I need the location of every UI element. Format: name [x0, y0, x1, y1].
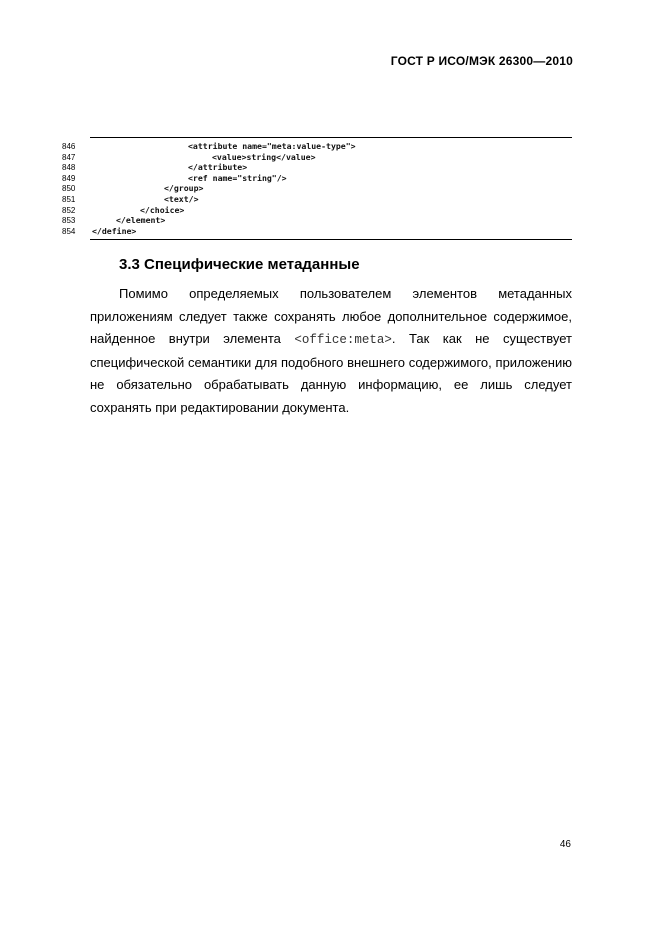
code-line-text: </attribute>	[188, 162, 248, 173]
code-line-number: 852	[62, 205, 76, 215]
code-line	[62, 205, 572, 216]
code-line	[62, 194, 572, 205]
code-line-number: 851	[62, 195, 76, 204]
document-header: ГОСТ Р ИСО/МЭК 26300—2010	[390, 54, 573, 68]
code-line	[62, 152, 572, 163]
code-listing	[62, 137, 572, 240]
code-line	[62, 226, 572, 237]
code-line-text: </define>	[92, 225, 137, 236]
code-bottom-rule	[90, 239, 572, 240]
code-line-text: <text/>	[164, 194, 199, 204]
code-line-text: <value>string</value>	[212, 151, 316, 162]
section-paragraph	[90, 283, 572, 419]
code-line-text: </choice>	[140, 204, 185, 215]
code-line-number: 854	[62, 226, 76, 236]
page-number: 46	[559, 839, 571, 850]
code-line	[62, 141, 572, 152]
code-line-number: 846	[62, 142, 76, 151]
code-line-text: <attribute name="meta:value-type">	[188, 141, 356, 151]
code-line-text: </element>	[116, 215, 166, 226]
code-line-number: 853	[62, 216, 76, 226]
code-top-rule	[90, 137, 572, 138]
code-line	[62, 162, 572, 173]
code-line	[62, 215, 572, 226]
code-line-number: 849	[62, 173, 76, 183]
code-line	[62, 183, 572, 194]
section-heading: 3.3 Специфические метаданные	[119, 256, 360, 273]
code-line-number: 847	[62, 152, 76, 162]
code-line-text: </group>	[164, 183, 204, 194]
inline-code-office-meta: <office:meta>	[294, 333, 392, 347]
code-line-number: 848	[62, 163, 76, 173]
code-line-number: 850	[62, 184, 76, 194]
code-line	[62, 173, 572, 184]
paragraph-text-start: Помимо определяемых пользователем элементов метаданных приложениям следует также сохранять любое дополнительное содержимое, найденное внутри элемента	[90, 286, 572, 346]
code-line-text: <ref name="string"/>	[188, 172, 287, 183]
paragraph-text-end: . Так как не существует специфической семантики для подобного внешнего содержимого, приложению не обязательно обрабатывать данную информацию, ее лишь следует сохранять при редактировании документа.	[90, 331, 572, 415]
